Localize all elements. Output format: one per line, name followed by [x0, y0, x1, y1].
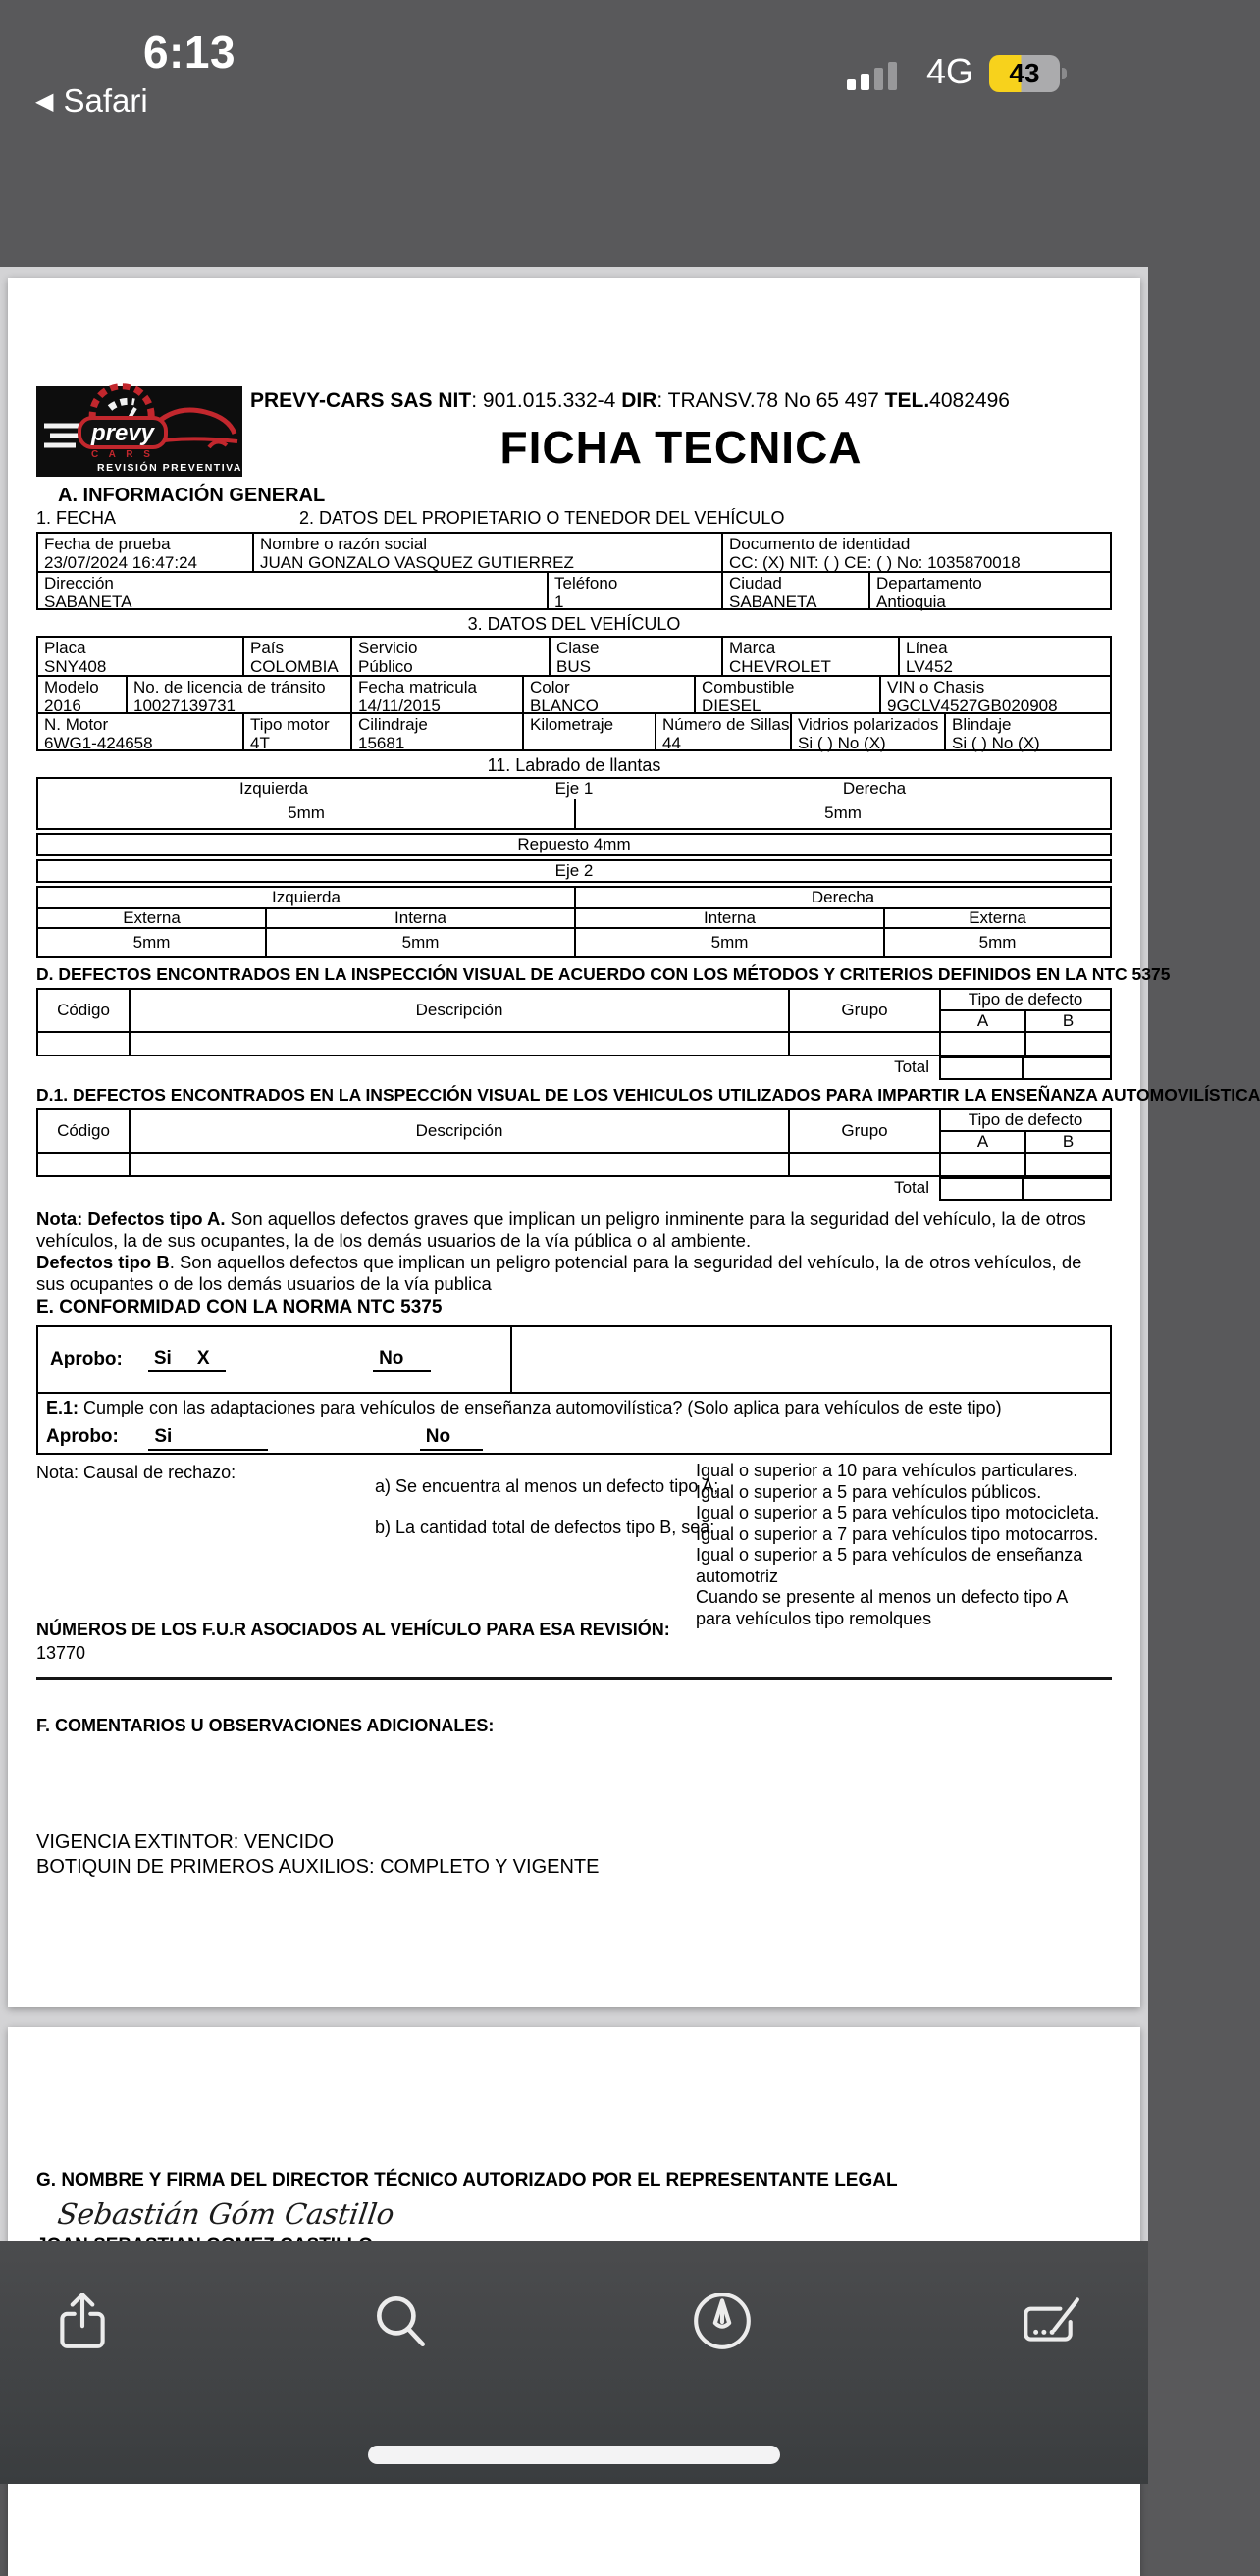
tire-depth-value: 5mm	[883, 929, 1110, 956]
cell-label: Fecha matricula	[358, 678, 477, 696]
cell-label: Servicio	[358, 639, 418, 657]
criterion: Igual o superior a 5 para vehículos públicos.	[696, 1481, 1042, 1502]
cell-value: 1	[554, 592, 564, 611]
tire-position-header: Externa	[883, 909, 1110, 927]
company-header-line: PREVY-CARS SAS NIT: 901.015.332-4 DIR: TRANSV.78 No 65 497 TEL.4082496	[250, 389, 1010, 412]
cell-value: LV452	[906, 657, 953, 676]
cell-value: SABANETA	[44, 592, 132, 611]
section-g-heading: G. NOMBRE Y FIRMA DEL DIRECTOR TÉCNICO AUTORIZADO POR EL REPRESENTANTE LEGAL	[36, 2170, 898, 2190]
e1-adaptations-row: E.1: Cumple con las adaptaciones para vehículos de enseñanza automovilística? (Solo aplica para vehículos de este tipo) Aprobo: Si No	[38, 1392, 1110, 1453]
markup-pen-icon	[690, 2289, 755, 2353]
cell-label: Dirección	[44, 574, 114, 592]
col-header-descripcion: Descripción	[129, 990, 788, 1031]
cell-value: 23/07/2024 16:47:24	[44, 553, 197, 572]
section-d-heading: D. DEFECTOS ENCONTRADOS EN LA INSPECCIÓN VISUAL DE ACUERDO CON LOS MÉTODOS Y CRITERIOS DEFINIDOS EN LA NTC 5375	[36, 964, 1171, 984]
section-3-heading: 3. DATOS DEL VEHÍCULO	[467, 614, 681, 634]
col-header-b: B	[1024, 1132, 1110, 1152]
signature-annotate-icon	[1016, 2289, 1080, 2353]
cell-label: Tipo motor	[250, 715, 330, 734]
section-11-heading: 11. Labrado de llantas	[487, 755, 661, 775]
tire-axle1-table	[36, 777, 1112, 830]
axle1-left-value: 5mm	[288, 803, 325, 822]
cell-label: Color	[530, 678, 570, 696]
rejection-criteria-block	[36, 1461, 1112, 1628]
cell-label: Cilindraje	[358, 715, 428, 734]
status-and-nav-bar	[0, 0, 1148, 267]
observations-text: VIGENCIA EXTINTOR: VENCIDO BOTIQUIN DE PRIMEROS AUXILIOS: COMPLETO Y VIGENTE	[36, 1831, 600, 1878]
tire-depth-value: 5mm	[132, 933, 171, 952]
total-b-cell	[1024, 1177, 1112, 1201]
no-field: No	[373, 1348, 430, 1372]
cell-label: No. de licencia de tránsito	[133, 678, 326, 696]
causal-a: a) Se encuentra al menos un defecto tipo A;	[375, 1476, 719, 1496]
cell-label: Placa	[44, 639, 86, 657]
axle1-right-header: Derecha	[842, 779, 907, 798]
cell-label: Fecha de prueba	[44, 535, 171, 553]
separator-line	[36, 1677, 1112, 1680]
tire-position-header: Interna	[574, 909, 883, 927]
causal-b: b) La cantidad total de defectos tipo B, sea:	[375, 1518, 715, 1537]
cell-label: Línea	[906, 639, 948, 657]
section-d1-heading: D.1. DEFECTOS ENCONTRADOS EN LA INSPECCIÓN VISUAL DE LOS VEHICULOS UTILIZADOS PARA IMPARTIR LA ENSEÑANZA AUTOMOVILÍSTICA	[36, 1085, 1260, 1105]
cell-label: Nombre o razón social	[260, 535, 428, 553]
pdf-bottom-toolbar	[0, 2241, 1148, 2484]
criterion: Cuando se presente al menos un defecto tipo A para vehículos tipo remolques	[696, 1587, 1068, 1628]
no-field: No	[420, 1426, 483, 1451]
prevy-logo	[36, 386, 242, 477]
col-header-descripcion: Descripción	[129, 1110, 788, 1152]
pdf-page-1	[8, 278, 1260, 2007]
cell-value: CHEVROLET	[729, 657, 831, 676]
cell-value: 9GCLV4527GB020908	[887, 696, 1058, 715]
logo-brand-text: prevy	[90, 420, 155, 446]
cell-value: 44	[662, 734, 681, 752]
cell-label: Teléfono	[554, 574, 618, 592]
cell-value: 6WG1-424658	[44, 734, 153, 752]
defects-table-d	[36, 988, 1112, 1056]
tire-depth-value: 5mm	[265, 929, 574, 956]
fur-value: 13770	[36, 1643, 86, 1663]
section-f-heading: F. COMENTARIOS U OBSERVACIONES ADICIONALES:	[36, 1716, 495, 1735]
cell-label: Modelo	[44, 678, 99, 696]
defects-empty-row	[38, 1152, 1110, 1175]
signature-button[interactable]	[1016, 2289, 1080, 2353]
col-header-tipo-defecto: Tipo de defecto	[941, 1110, 1110, 1132]
cell-label: Departamento	[876, 574, 982, 592]
col-header-grupo: Grupo	[788, 990, 939, 1031]
cell-value: 2016	[44, 696, 81, 715]
aprobo-label: Aprobo:	[50, 1349, 123, 1369]
document-main-title: FICHA TECNICA	[499, 422, 863, 473]
pdf-scroll-area[interactable]	[0, 267, 1260, 2241]
col-header-b: B	[1024, 1011, 1110, 1031]
cell-value: 4T	[250, 734, 270, 752]
logo-tagline: REVISIÓN PREVENTIVA	[97, 462, 242, 474]
col-header-codigo: Código	[57, 1121, 110, 1140]
cell-label: Vidrios polarizados	[798, 715, 939, 734]
tire-position-header: Interna	[265, 909, 574, 927]
tire-position-header: Externa	[123, 908, 181, 927]
axle2-label-row: Eje 2	[36, 859, 1112, 883]
cell-label: N. Motor	[44, 715, 109, 734]
cell-value: JUAN GONZALO VASQUEZ GUTIERREZ	[260, 553, 574, 572]
cell-value: 10027139731	[133, 696, 236, 715]
si-checked-field: Si X	[148, 1348, 226, 1372]
network-type-label: 4G	[926, 51, 974, 91]
causal-nota-label: Nota: Causal de rechazo:	[36, 1463, 236, 1482]
home-indicator[interactable]	[368, 2446, 780, 2464]
section-a-heading: A. INFORMACIÓN GENERAL	[58, 485, 326, 506]
defect-type-notes: Nota: Defectos tipo A. Son aquellos defectos graves que implican un peligro inminente para la seguridad del vehículo, la de otros vehículos, la de sus ocupantes, la de los demás usuarios de la vía pública o al ambiente. Defectos tipo B. Son aquellos defectos que implican un peligro potencial para la seguridad del vehículo, la de otros vehículos, de sus ocupantes o de los demás usuarios de la vía publica	[36, 1209, 1086, 1294]
conformity-empty-cell	[512, 1327, 1110, 1392]
defects-total-row-d1	[36, 1177, 1112, 1201]
section-2-label: 2. DATOS DEL PROPIETARIO O TENEDOR DEL VEHÍCULO	[299, 508, 785, 528]
cell-value: Si ( ) No (X)	[798, 734, 886, 752]
total-a-cell	[939, 1056, 1024, 1080]
tire-axle2-table	[36, 886, 1112, 958]
cell-value: Público	[358, 657, 413, 676]
cell-value: CC: (X) NIT: ( ) CE: ( ) No: 1035870018	[729, 553, 1021, 572]
share-icon	[50, 2289, 115, 2353]
tire-depth-value: 5mm	[574, 929, 883, 956]
back-triangle-icon: ◀	[35, 87, 54, 115]
total-a-cell	[939, 1177, 1024, 1201]
axle1-label: Eje 1	[554, 779, 594, 798]
search-button[interactable]	[368, 2289, 433, 2353]
cell-value: Antioquia	[876, 592, 946, 611]
cell-label: Combustible	[702, 678, 795, 696]
cell-label: Marca	[729, 639, 776, 657]
fur-heading: NÚMEROS DE LOS F.U.R ASOCIADOS AL VEHÍCULO PARA ESA REVISIÓN:	[36, 1620, 670, 1639]
logo-sub-text: C A R S	[91, 449, 154, 460]
cell-value: COLOMBIA	[250, 657, 339, 676]
cell-label: Blindaje	[952, 715, 1012, 734]
battery-percent: 43	[1009, 58, 1040, 88]
defects-empty-row	[38, 1031, 1110, 1055]
cell-label: Clase	[556, 639, 600, 657]
cell-value: 15681	[358, 734, 405, 752]
back-app-label: Safari	[63, 82, 148, 119]
pdf-viewer-navbar	[0, 118, 1148, 267]
cell-label: Número de Sillas	[662, 715, 790, 734]
director-signature: Sebastián Góm Castillo	[55, 2197, 396, 2231]
owner-info-table	[36, 532, 1112, 610]
cell-value: BUS	[556, 657, 591, 676]
spare-tire-row: Repuesto 4mm	[36, 833, 1112, 856]
cell-value: 14/11/2015	[358, 696, 441, 715]
cell-value: DIESEL	[702, 696, 761, 715]
si-field: Si	[148, 1426, 268, 1451]
back-to-safari-link[interactable]	[35, 82, 148, 120]
criterion: Igual o superior a 10 para vehículos particulares.	[696, 1461, 1078, 1480]
cell-label: Kilometraje	[530, 715, 614, 734]
axle2-left-header: Izquierda	[272, 888, 341, 906]
cell-label: VIN o Chasis	[887, 678, 985, 696]
defects-total-row-d	[36, 1056, 1112, 1080]
col-header-codigo: Código	[57, 1001, 110, 1019]
vehicle-data-table	[36, 636, 1112, 751]
share-button[interactable]	[50, 2289, 115, 2353]
cell-value: BLANCO	[530, 696, 599, 715]
defects-table-d1	[36, 1108, 1112, 1177]
criterion: Igual o superior a 5 para vehículos de enseñanza automotriz	[696, 1545, 1083, 1586]
total-label: Total	[894, 1178, 929, 1197]
cellular-signal-icon	[847, 61, 897, 90]
criterion: Igual o superior a 7 para vehículos tipo motocarros.	[696, 1523, 1099, 1544]
axle2-right-header: Derecha	[574, 888, 1110, 907]
cell-label: País	[250, 639, 285, 657]
criterion: Igual o superior a 5 para vehículos tipo motocicleta.	[696, 1503, 1100, 1522]
conformity-box	[36, 1325, 1112, 1455]
total-b-cell	[1024, 1056, 1112, 1080]
axle1-right-value: 5mm	[574, 799, 1110, 828]
search-icon	[368, 2289, 433, 2353]
aprobo-label: Aprobo:	[46, 1426, 119, 1447]
cell-label: Ciudad	[729, 574, 782, 592]
section-e-heading: E. CONFORMIDAD CON LA NORMA NTC 5375	[36, 1297, 443, 1317]
col-header-a: A	[976, 1132, 989, 1151]
markup-button[interactable]	[690, 2289, 755, 2353]
col-header-a: A	[976, 1011, 989, 1030]
cell-value: SABANETA	[729, 592, 817, 611]
col-header-grupo: Grupo	[788, 1110, 939, 1152]
clock: 6:13	[142, 26, 236, 77]
cell-label: Documento de identidad	[729, 535, 911, 553]
axle1-left-header: Izquierda	[239, 779, 308, 798]
battery-icon	[989, 55, 1060, 92]
cell-value: Si ( ) No (X)	[952, 734, 1040, 752]
total-label: Total	[894, 1057, 929, 1076]
col-header-tipo-defecto: Tipo de defecto	[941, 990, 1110, 1011]
cell-value: SNY408	[44, 657, 107, 676]
section-1-label: 1. FECHA	[36, 508, 117, 528]
